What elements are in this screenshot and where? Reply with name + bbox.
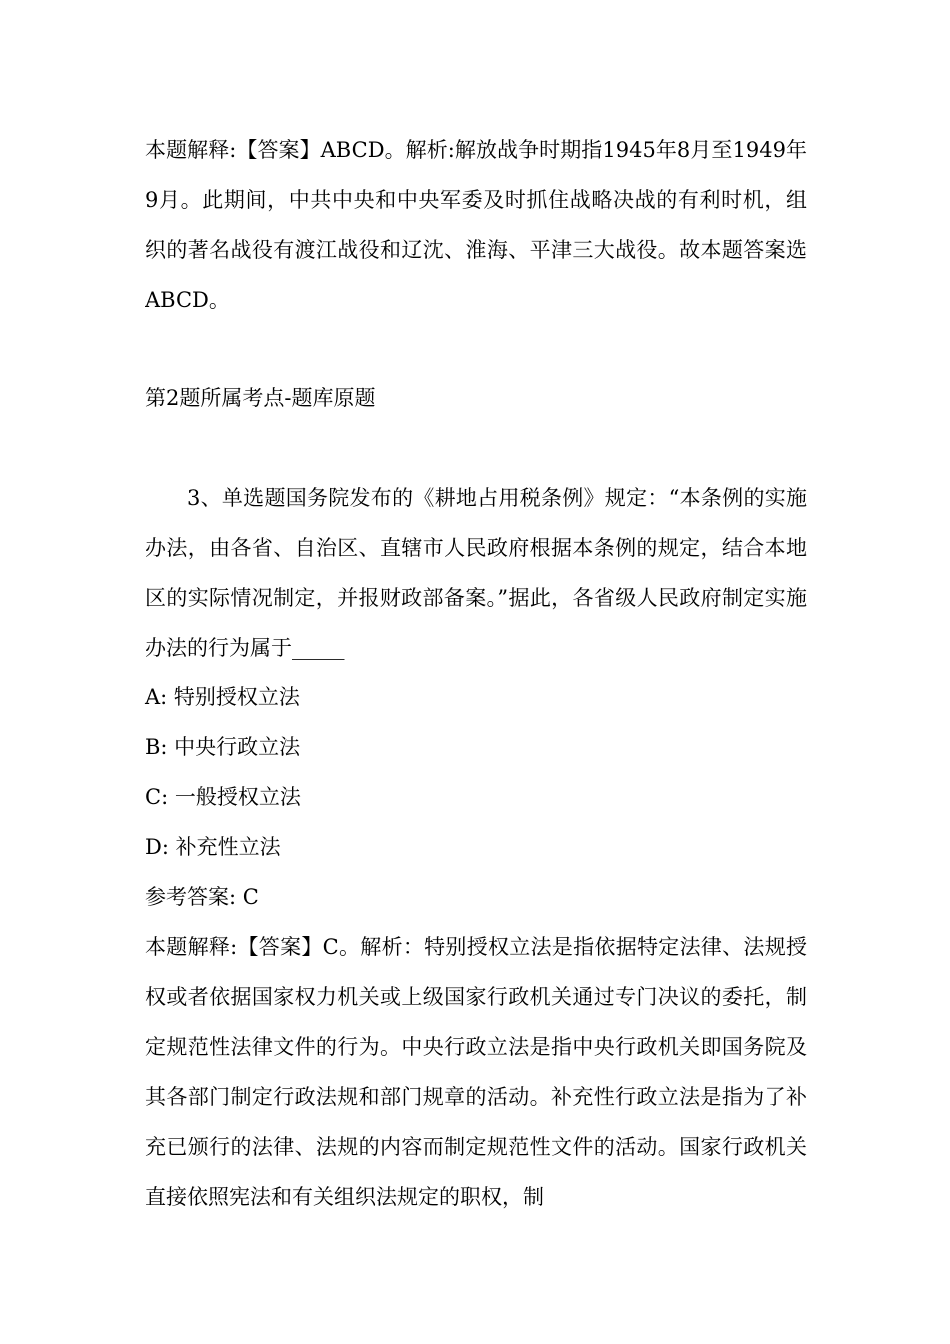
previous-topic-line: 第2题所属考点-题库原题	[145, 386, 376, 410]
option-a: A: 特别授权立法	[145, 685, 300, 709]
option-c: C: 一般授权立法	[145, 785, 301, 809]
option-d: D: 补充性立法	[145, 835, 281, 859]
reference-answer: 参考答案: C	[145, 885, 259, 909]
question-stem: 3、单选题国务院发布的《耕地占用税条例》规定：“本条例的实施办法，由各省、自治区、直辖市人民政府根据本条例的规定，结合本地区的实际情况制定，并报财政部备案。”据此，各省级人民政府制定实施办法的行为属于_____	[145, 486, 807, 660]
option-b: B: 中央行政立法	[145, 735, 301, 759]
previous-answer-explanation: 本题解释:【答案】ABCD。解析:解放战争时期指1945年8月至1949年9月。此期间，中共中央和中央军委及时抓住战略决战的有利时机，组织的著名战役有渡江战役和辽沈、淮海、平津三大战役。故本题答案选ABCD。	[145, 138, 807, 312]
answer-explanation: 本题解释:【答案】C。解析：特别授权立法是指依据特定法律、法规授权或者依据国家权力机关或上级国家行政机关通过专门决议的委托，制定规范性法律文件的行为。中央行政立法是指中央行政机关即国务院及其各部门制定行政法规和部门规章的活动。补充性行政立法是指为了补充已颁行的法律、法规的内容而制定规范性文件的活动。国家行政机关直接依照宪法和有关组织法规定的职权，制	[145, 935, 807, 1209]
